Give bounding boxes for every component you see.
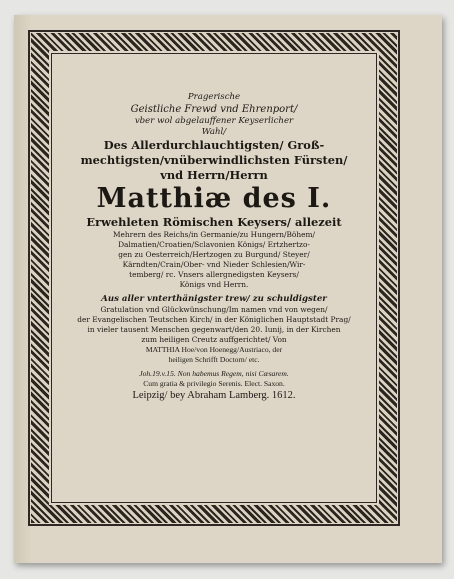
title-line: Königs vnd Herrn. [179,280,249,289]
dedication-line: in vieler tausent Menschen gegenwart/den 20. Iunij, in der Kirchen [87,325,341,334]
title-line: Wahl/ [201,127,227,137]
title-line: Geistliche Frewd vnd Ehrenport/ [130,104,298,115]
title-line: gen zu Oesterreich/Hertzogen zu Burgund/ Steyer/ [118,250,310,259]
emperor-name: Matthiæ des I. [96,183,332,214]
author-line: heiligen Schrifft Doctorn/ etc. [168,355,260,364]
title-line: Kärndten/Crain/Ober- vnd Nieder Schlesien/Wir- [122,260,306,269]
author-line: MATTHIA Hoe/von Hoenegg/Austriaco, der [145,345,283,354]
title-line: Pragerische [187,92,241,102]
title-line: Erwehleten Römischen Keysers/ allezeit [86,215,342,229]
dedication-line: Gratulation vnd Glückwünschung/Im namen vnd von wegen/ [100,305,328,314]
title-line: temberg/ rc. Vnsers allergnedigsten Keysers/ [129,270,299,279]
imprint: Leipzig/ bey Abraham Lamberg. 1612. [132,390,296,401]
title-line: Des Allerdurchlauchtigsten/ Groß- [103,138,325,152]
dedication-line: zum heiligen Creutz auffgerichtet/ Von [141,335,287,344]
privilege-line: Cum gratia & privilegio Serenis. Elect. Saxon. [143,379,285,388]
title-line: Mehrern des Reichs/in Germanie/zu Hungern/Böhem/ [112,230,316,239]
dedication-line: der Evangelischen Teutschen Kirch/ in der Königlichen Hauptstadt Prag/ [77,315,351,324]
title-line: Dalmatien/Croatien/Sclavonien Königs/ Ertzhertzo- [118,240,310,249]
title-line: vnd Herrn/Herrn [160,168,268,182]
title-text-block [54,56,374,500]
title-line: mechtigsten/vnüberwindlichsten Fürsten/ [80,153,348,167]
dedication-line: Aus aller vnterthänigster trew/ zu schuldigster [101,294,327,304]
title-line: vber wol abgelauffener Keyserlicher [134,116,294,126]
motto: Joh.19.v.15. Non habemus Regem, nisi Cæsarem. [139,369,289,378]
